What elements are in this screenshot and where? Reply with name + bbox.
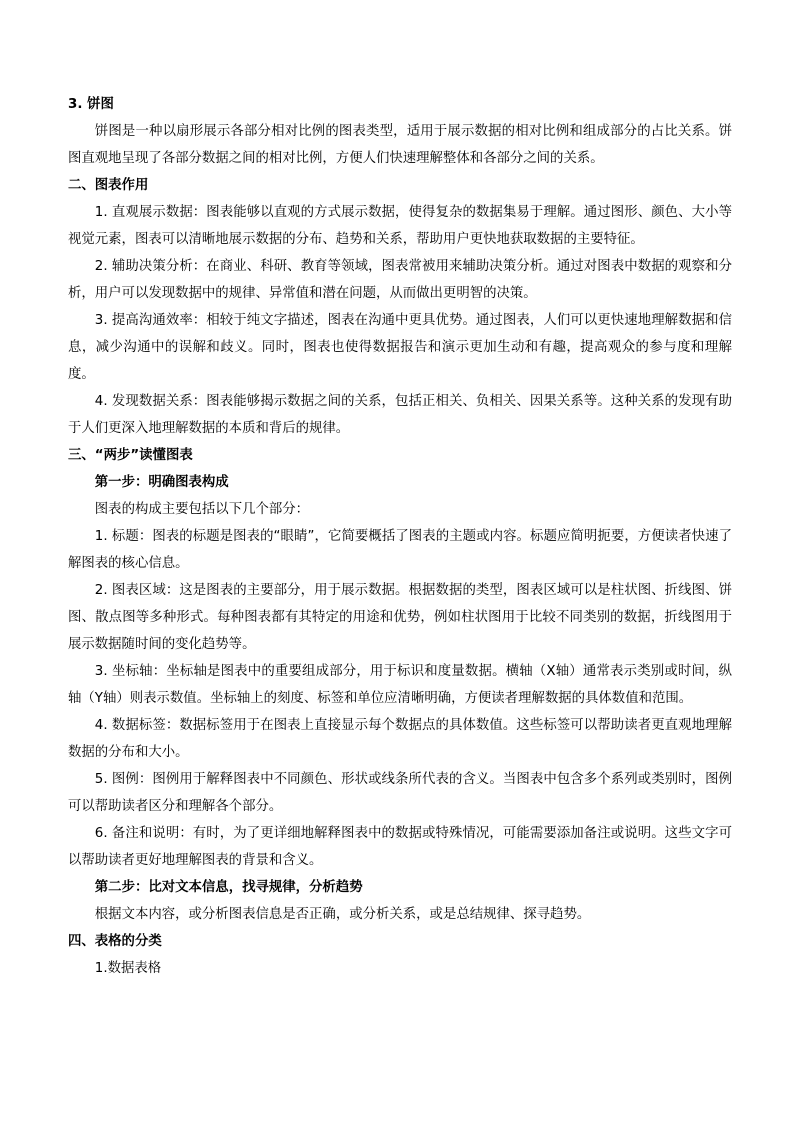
pie-chart-paragraph: 饼图是一种以扇形展示各部分相对比例的图表类型，适用于展示数据的相对比例和组成部分的占比关系。饼图直观地呈现了各部分数据之间的相对比例，方便人们快速理解整体和各部分之间的关系。 xyxy=(68,124,732,166)
table-type-item: 1.数据表格 xyxy=(94,961,162,976)
chart-part-item: 4. 数据标签：数据标签用于在图表上直接显示每个数据点的具体数值。这些标签可以帮助读者更直观地理解数据的分布和大小。 xyxy=(68,718,732,760)
chart-role-item: 3. 提高沟通效率：相较于纯文字描述，图表在沟通中更具优势。通过图表，人们可以更快速地理解数据和信息，减少沟通中的误解和歧义。同时，图表也使得数据报告和演示更加生动和有趣，提高观众的参与度和理解度。 xyxy=(68,313,732,382)
document-page xyxy=(68,91,732,982)
chart-role-item: 1. 直观展示数据：图表能够以直观的方式展示数据，使得复杂的数据集易于理解。通过图形、颜色、大小等视觉元素，图表可以清晰地展示数据的分布、趋势和关系，帮助用户更快地获取数据的主要特征。 xyxy=(68,205,732,247)
chart-part-item: 2. 图表区域：这是图表的主要部分，用于展示数据。根据数据的类型，图表区域可以是柱状图、折线图、饼图、散点图等多种形式。每种图表都有其特定的用途和优势，例如柱状图用于比较不同类别的数据，折线图用于展示数据随时间的变化趋势等。 xyxy=(68,583,732,652)
step2-paragraph: 根据文本内容，或分析图表信息是否正确，或分析关系，或是总结规律、探寻趋势。 xyxy=(94,907,591,922)
chart-role-heading: 二、图表作用 xyxy=(68,178,149,193)
chart-part-item: 6. 备注和说明：有时，为了更详细地解释图表中的数据或特殊情况，可能需要添加备注或说明。这些文字可以帮助读者更好地理解图表的背景和含义。 xyxy=(68,826,732,868)
chart-part-item: 3. 坐标轴：坐标轴是图表中的重要组成部分，用于标识和度量数据。横轴（X轴）通常表示类别或时间，纵轴（Y轴）则表示数值。坐标轴上的刻度、标签和单位应清晰明确，方便读者理解数据的具体数值和范围。 xyxy=(68,664,732,706)
pie-chart-heading: 3. 饼图 xyxy=(68,97,114,112)
chart-part-item: 1. 标题：图表的标题是图表的“眼睛”，它简要概括了图表的主题或内容。标题应简明扼要，方便读者快速了解图表的核心信息。 xyxy=(68,529,732,571)
step2-heading: 第二步：比对文本信息，找寻规律，分析趋势 xyxy=(94,880,363,895)
step1-intro: 图表的构成主要包括以下几个部分： xyxy=(94,502,310,517)
chart-part-item: 5. 图例：图例用于解释图表中不同颜色、形状或线条所代表的含义。当图表中包含多个系列或类别时，图例可以帮助读者区分和理解各个部分。 xyxy=(68,772,732,814)
chart-role-item: 2. 辅助决策分析：在商业、科研、教育等领域，图表常被用来辅助决策分析。通过对图表中数据的观察和分析，用户可以发现数据中的规律、异常值和潜在问题，从而做出更明智的决策。 xyxy=(68,259,732,301)
chart-role-item: 4. 发现数据关系：图表能够揭示数据之间的关系，包括正相关、负相关、因果关系等。这种关系的发现有助于人们更深入地理解数据的本质和背后的规律。 xyxy=(68,394,732,436)
read-chart-heading: 三、“两步”读懂图表 xyxy=(68,448,193,463)
step1-heading: 第一步：明确图表构成 xyxy=(94,475,229,490)
table-types-heading: 四、表格的分类 xyxy=(68,934,162,949)
